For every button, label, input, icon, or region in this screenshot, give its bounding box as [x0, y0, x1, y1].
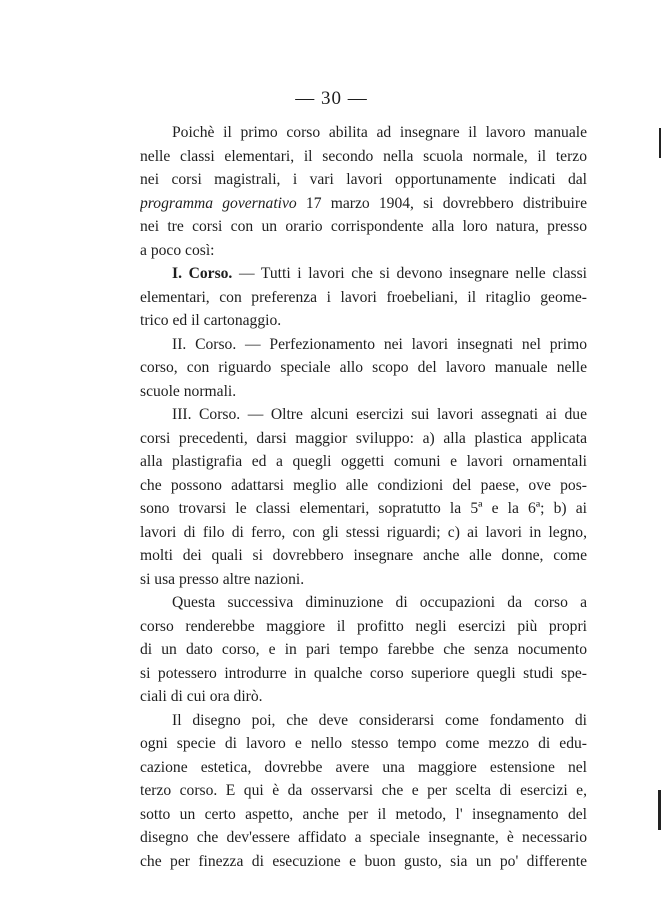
line-text: nelle classi elementari, il secondo nella scuola normale, il terzo — [140, 147, 587, 165]
scan-edge-mark — [659, 128, 661, 158]
bold-heading: I. Corso. — [172, 265, 233, 282]
line-text: III. Corso. — Oltre alcuni esercizi sui lavori assegnati ai due — [172, 406, 587, 423]
line-text: Poichè il primo corso abilita ad insegnare il lavoro manuale — [172, 124, 587, 141]
text-line — [140, 826, 587, 850]
line-text: a poco così: — [140, 241, 215, 259]
text-line — [140, 309, 587, 333]
text-line — [140, 521, 587, 545]
text-line — [140, 591, 587, 615]
line-text: Il disegno poi, che deve considerarsi come fondamento di — [172, 711, 587, 729]
line-text: nei corsi magistrali, i vari lavori opportunamente indicati dal — [140, 171, 587, 188]
text-line — [140, 615, 587, 639]
line-text: sotto un certo aspetto, anche per il metodo, l' insegnamento del — [140, 805, 587, 823]
text-line — [140, 803, 587, 827]
text-line — [140, 685, 587, 709]
text-line — [140, 497, 587, 521]
line-text: cazione estetica, dovrebbe avere una maggiore estensione nel — [140, 758, 587, 776]
text-line — [140, 450, 587, 474]
text-line — [140, 850, 587, 874]
line-text: terzo corso. E qui è da osservarsi che e per scelta di esercizi e, — [140, 782, 587, 799]
scan-edge-mark — [658, 790, 661, 830]
line-text: molti dei quali si dovrebbero insegnare anche alle donne, come — [140, 547, 587, 564]
line-text: lavori di filo di ferro, con gli stessi riguardi; c) ai lavori in legno, — [140, 523, 587, 541]
text-line — [140, 732, 587, 756]
line-text: che per finezza di esecuzione e buon gusto, sia un po' differente — [140, 852, 587, 870]
line-text: elementari, con preferenza i lavori froebeliani, il ritaglio geome- — [140, 288, 587, 306]
text-line — [140, 474, 587, 498]
text-line — [140, 779, 587, 803]
text-line — [140, 215, 587, 239]
line-text: II. Corso. — Perfezionamento nei lavori insegnati nel primo — [172, 335, 587, 353]
line-text: corso renderebbe maggiore il profitto negli esercizi più propri — [140, 617, 587, 635]
line-text: 17 marzo 1904, si dovrebbero distribuire — [305, 194, 587, 212]
line-text: ciali di cui ora dirò. — [140, 688, 263, 705]
italic-phrase: programma governativo — [140, 194, 297, 212]
text-line — [140, 239, 587, 263]
line-text: alla plastigrafia ed a quegli oggetti comuni e lavori ornamentali — [140, 453, 587, 470]
line-text: ogni specie di lavoro e nello stesso tempo come mezzo di edu- — [140, 735, 587, 752]
line-text: corsi precedenti, darsi maggior sviluppo: a) alla plastica applicata — [140, 429, 587, 447]
text-line — [140, 333, 587, 357]
line-text: corso, con riguardo speciale allo scopo del lavoro manuale nelle — [140, 359, 587, 376]
text-line — [140, 403, 587, 427]
line-text: di un dato corso, e in pari tempo farebbe che senza nocumento — [140, 641, 587, 658]
text-line — [140, 709, 587, 733]
text-line — [140, 380, 587, 404]
text-line — [140, 145, 587, 169]
text-line — [140, 662, 587, 686]
line-text: si usa presso altre nazioni. — [140, 570, 305, 588]
line-text: trico ed il cartonaggio. — [140, 312, 282, 329]
text-line — [140, 356, 587, 380]
line-text: si potessero introdurre in qualche corso superiore quegli studi spe- — [140, 664, 587, 682]
body-text — [140, 121, 587, 873]
line-text: — Tutti i lavori che si devono insegnare nelle classi — [238, 265, 587, 282]
text-line — [140, 427, 587, 451]
text-line — [140, 192, 587, 216]
line-text: sono trovarsi le classi elementari, sopratutto la 5ª e la 6ª; b) ai — [140, 500, 587, 517]
text-line — [140, 286, 587, 310]
text-line — [140, 756, 587, 780]
line-text: nei tre corsi con un orario corrispondente alla loro natura, presso — [140, 218, 587, 235]
line-text: che possono adattarsi meglio alle condizioni del paese, ove pos- — [140, 476, 587, 494]
text-line — [140, 262, 587, 286]
text-line — [140, 168, 587, 192]
line-text: disegno che dev'essere affidato a speciale insegnante, è necessario — [140, 829, 587, 846]
text-line — [140, 638, 587, 662]
text-line — [140, 568, 587, 592]
text-line — [140, 121, 587, 145]
page-number: — 30 — — [295, 88, 368, 109]
line-text: scuole normali. — [140, 382, 237, 400]
line-text: Questa successiva diminuzione di occupazioni da corso a — [172, 594, 587, 611]
text-line — [140, 544, 587, 568]
